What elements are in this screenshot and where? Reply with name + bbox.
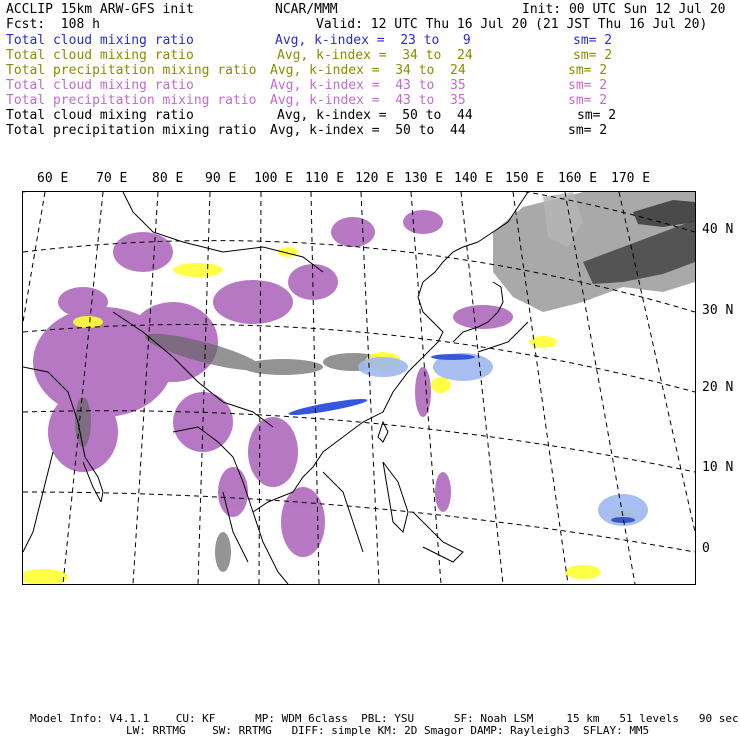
lat-label: 30 N — [702, 303, 734, 318]
model-info-line2: LW: RRTMG SW: RRTMG DIFF: simple KM: 2D Smagor DAMP: Rayleigh3 SFLAY: MM5 — [126, 724, 650, 737]
lat-label: 40 N — [702, 222, 734, 237]
field-smoothing: sm= 2 — [573, 48, 613, 63]
field-smoothing: sm= 2 — [568, 123, 608, 138]
institution-label: NCAR/MMM — [275, 2, 338, 17]
lon-label: 170 E — [611, 171, 651, 186]
lon-label: 130 E — [404, 171, 444, 186]
field-k-index: Avg, k-index = 34 to 24 — [277, 48, 473, 63]
lat-label: 20 N — [702, 380, 734, 395]
field-smoothing: sm= 2 — [577, 108, 617, 123]
field-name: Total cloud mixing ratio — [6, 33, 194, 48]
field-name: Total precipitation mixing ratio — [6, 63, 257, 78]
field-k-index: Avg, k-index = 50 to 44 — [270, 123, 466, 138]
lon-label: 90 E — [205, 171, 237, 186]
field-smoothing: sm= 2 — [568, 93, 608, 108]
init-time: Init: 00 UTC Sun 12 Jul 20 — [522, 2, 726, 17]
lat-label: 0 — [702, 541, 710, 556]
field-name: Total cloud mixing ratio — [6, 78, 194, 93]
lon-label: 80 E — [152, 171, 184, 186]
model-title: ACCLIP 15km ARW-GFS init — [6, 2, 194, 17]
field-name: Total cloud mixing ratio — [6, 48, 194, 63]
field-smoothing: sm= 2 — [568, 63, 608, 78]
field-k-index: Avg, k-index = 50 to 44 — [277, 108, 473, 123]
map-svg — [23, 192, 695, 584]
lon-label: 160 E — [558, 171, 598, 186]
field-name: Total cloud mixing ratio — [6, 108, 194, 123]
lon-label: 120 E — [355, 171, 395, 186]
lon-label: 110 E — [305, 171, 345, 186]
lon-label: 140 E — [454, 171, 494, 186]
forecast-hour: Fcst: 108 h — [6, 17, 100, 32]
field-name: Total precipitation mixing ratio — [6, 93, 257, 108]
lon-label: 60 E — [37, 171, 69, 186]
valid-time: Valid: 12 UTC Thu 16 Jul 20 (21 JST Thu 16 Jul 20) — [316, 17, 708, 32]
field-k-index: Avg, k-index = 43 to 35 — [270, 93, 466, 108]
field-smoothing: sm= 2 — [568, 78, 608, 93]
model-info-line1: Model Info: V4.1.1 CU: KF MP: WDM 6class PBL: YSU SF: Noah LSM 15 km 51 levels 90 sec — [30, 712, 739, 725]
lat-label: 10 N — [702, 460, 734, 475]
field-k-index: Avg, k-index = 23 to 9 — [275, 33, 471, 48]
lon-label: 100 E — [254, 171, 294, 186]
field-k-index: Avg, k-index = 43 to 35 — [270, 78, 466, 93]
map-panel — [22, 191, 696, 585]
field-name: Total precipitation mixing ratio — [6, 123, 257, 138]
field-k-index: Avg, k-index = 34 to 24 — [270, 63, 466, 78]
field-smoothing: sm= 2 — [573, 33, 613, 48]
lon-label: 150 E — [505, 171, 545, 186]
precip-blue-bands — [288, 353, 648, 526]
lon-label: 70 E — [96, 171, 128, 186]
